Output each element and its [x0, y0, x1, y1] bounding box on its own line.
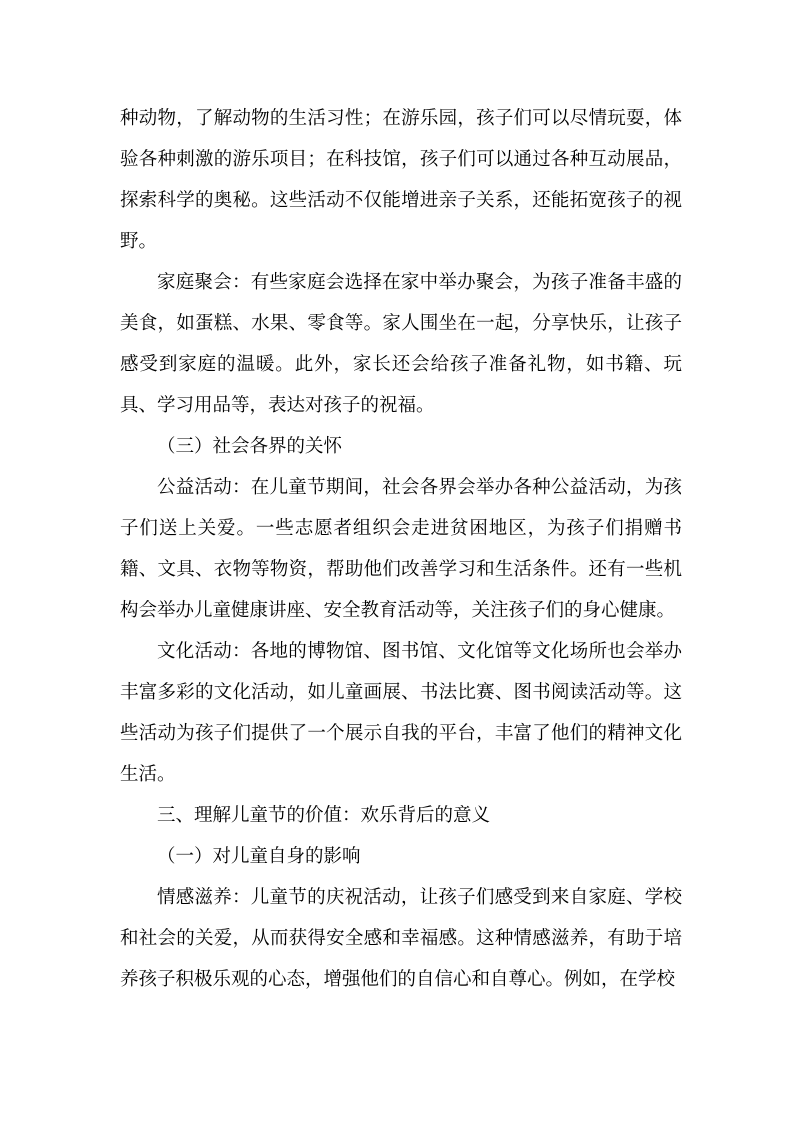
- chapter-heading-value-of-childrens-day: 三、理解儿童节的价值：欢乐背后的意义: [157, 805, 491, 826]
- paragraph-cultural-activities: 文化活动：各地的博物馆、图书馆、文化馆等文化场所也会举办丰富多彩的文化活动，如儿童画展、书法比赛、图书阅读活动等。这些活动为孩子们提供了一个展示自我的平台，丰富了他们的精神文化生活。: [120, 641, 682, 785]
- paragraph-emotional-nourishment: 情感滋养：儿童节的庆祝活动，让孩子们感受到来自家庭、学校和社会的关爱，从而获得安全感和幸福感。这种情感滋养，有助于培养孩子积极乐观的心态，增强他们的自信心和自尊心。例如，在学校: [120, 887, 682, 990]
- section-heading-social-care: （三）社会各界的关怀: [157, 436, 343, 457]
- document-body: [120, 98, 682, 1000]
- section-heading-impact-on-children: （一）对儿童自身的影响: [157, 846, 361, 867]
- paragraph-animals-and-parks: 种动物，了解动物的生活习性；在游乐园，孩子们可以尽情玩耍，体验各种刺激的游乐项目；在科技馆，孩子们可以通过各种互动展品，探索科学的奥秘。这些活动不仅能增进亲子关系，还能拓宽孩子的视野。: [120, 108, 682, 252]
- paragraph-charity-activities: 公益活动：在儿童节期间，社会各界会举办各种公益活动，为孩子们送上关爱。一些志愿者组织会走进贫困地区，为孩子们捐赠书籍、文具、衣物等物资，帮助他们改善学习和生活条件。还有一些机构会举办儿童健康讲座、安全教育活动等，关注孩子们的身心健康。: [120, 477, 682, 621]
- paragraph-family-gathering: 家庭聚会：有些家庭会选择在家中举办聚会，为孩子准备丰盛的美食，如蛋糕、水果、零食等。家人围坐在一起，分享快乐，让孩子感受到家庭的温暖。此外，家长还会给孩子准备礼物，如书籍、玩具、学习用品等，表达对孩子的祝福。: [120, 272, 682, 416]
